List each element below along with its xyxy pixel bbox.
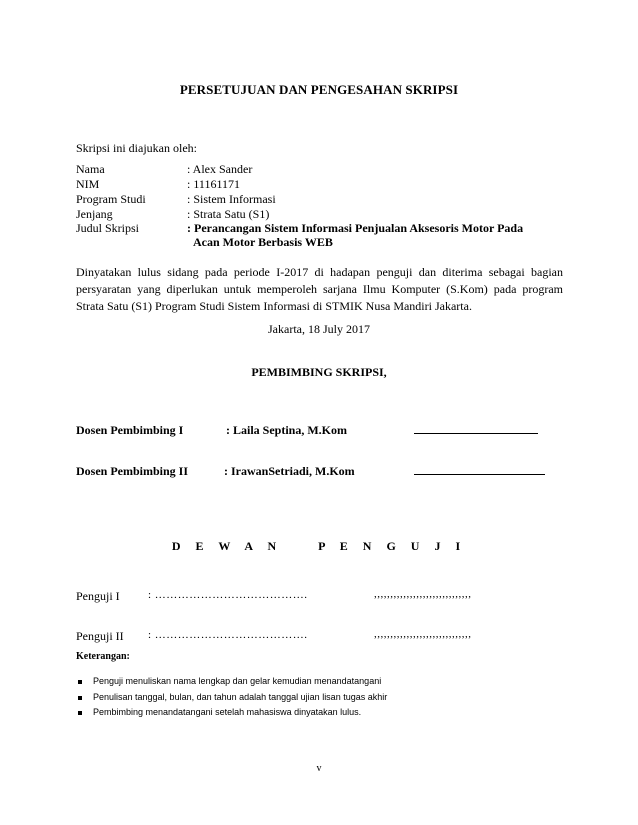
penguji-1-label: Penguji I	[76, 589, 120, 603]
pembimbing-2-signature-line	[414, 474, 545, 475]
penguji-2-signature-dots: ,,,,,,,,,,,,,,,,,,,,,,,,,,,,,,	[374, 628, 472, 640]
pembimbing-1-signature-line	[414, 433, 538, 434]
field-value-nim: : 11161171	[187, 177, 240, 191]
bullet-icon	[78, 696, 82, 700]
intro-text: Skripsi ini diajukan oleh:	[76, 141, 197, 155]
field-value-judul-skripsi: : Perancangan Sistem Informasi Penjualan Aksesoris Motor Pada	[187, 221, 524, 235]
pembimbing-2-label: Dosen Pembimbing II	[76, 464, 189, 478]
note-1: Penguji menuliskan nama lengkap dan gelar kemudian menandatangani	[93, 676, 382, 686]
statement-paragraph: Dinyatakan lulus sidang pada periode I-2017 di hadapan penguji dan diterima sebagai bagian persyaratan yang diperlukan untuk memperoleh sarjana Ilmu Komputer (S.Kom) pada program Strata Satu (S1) Program Studi Sistem Informasi di STMIK Nusa Mandiri Jakarta.	[76, 265, 563, 313]
pembimbing-heading: PEMBIMBING SKRIPSI,	[251, 365, 387, 379]
field-label-program-studi: Program Studi	[76, 192, 146, 206]
penguji-1-name-dots: : ………………………………….	[148, 589, 308, 601]
place-date: Jakarta, 18 July 2017	[268, 322, 370, 336]
field-value-program-studi: : Sistem Informasi	[187, 192, 276, 206]
field-label-nim: NIM	[76, 177, 100, 191]
field-label-nama: Nama	[76, 162, 105, 176]
bullet-icon	[78, 711, 82, 715]
page-number: v	[316, 763, 322, 774]
page-title: PERSETUJUAN DAN PENGESAHAN SKRIPSI	[179, 82, 459, 97]
penguji-1-signature-dots: ,,,,,,,,,,,,,,,,,,,,,,,,,,,,,,	[374, 588, 472, 600]
field-value-judul-skripsi-line2: Acan Motor Berbasis WEB	[193, 235, 333, 249]
notes-heading: Keterangan:	[76, 651, 130, 662]
pembimbing-1-label: Dosen Pembimbing I	[76, 423, 184, 437]
note-3: Pembimbing menandatangani setelah mahasiswa dinyatakan lulus.	[93, 707, 362, 717]
penguji-2-name-dots: : ………………………………….	[148, 629, 308, 641]
penguji-2-label: Penguji II	[76, 629, 124, 643]
bullet-icon	[78, 680, 82, 684]
field-label-judul-skripsi: Judul Skripsi	[76, 221, 140, 235]
pembimbing-2-name: : IrawanSetriadi, M.Kom	[224, 464, 355, 478]
dewan-penguji-heading: D E W A N P E N G U J I	[171, 539, 467, 553]
field-value-nama: : Alex Sander	[187, 162, 253, 176]
pembimbing-1-name: : Laila Septina, M.Kom	[226, 423, 348, 437]
note-2: Penulisan tanggal, bulan, dan tahun adalah tanggal ujian lisan tugas akhir	[93, 692, 388, 702]
field-label-jenjang: Jenjang	[76, 207, 113, 221]
field-value-jenjang: : Strata Satu (S1)	[187, 207, 270, 221]
